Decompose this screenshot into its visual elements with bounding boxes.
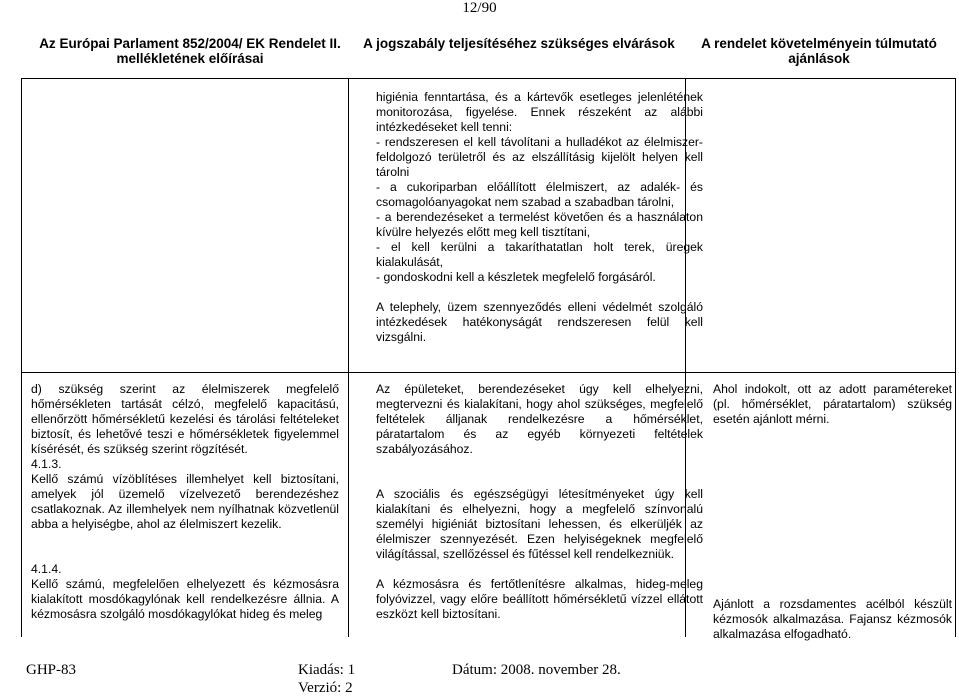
header-col-recommendations bbox=[680, 36, 958, 66]
page-footer bbox=[0, 660, 959, 697]
row2-middle-cell bbox=[376, 382, 703, 622]
page-number: 12/90 bbox=[462, 0, 497, 16]
row2-right-cell-414 bbox=[713, 597, 952, 642]
header-col1-line1: Az Európai Parlament 852/2004/ EK Rendelet II. bbox=[39, 36, 341, 51]
paragraph-413: A szociális és egészségügyi létesítményeket úgy kell kialakítani és elhelyezni, hogy a megfelelő színvonalú személyi higiéniát biztosítani lehessen, és elkerüljék az élelmiszer szennyezését. Ezen helyiségeknek megfelelő világítással, szellőzéssel és fűtéssel kell rendelkezniük. bbox=[376, 487, 703, 561]
footer-doc-id: GHP-83 bbox=[26, 662, 77, 678]
paragraph: - el kell kerülni a takaríthatatlan holt terek, üregek kialakulását, bbox=[376, 240, 703, 269]
row2-left-cell bbox=[31, 382, 339, 622]
header-col1-line2: mellékletének előírásai bbox=[116, 51, 264, 66]
paragraph: higiénia fenntartása, és a kártevők esetleges jelenlétének monitorozása, figyelése. Ennek részeként az alábbi intézkedéseket kell tenni: bbox=[376, 90, 703, 134]
paragraph: - a cukoriparban előállított élelmiszert, az adalék- és csomagolóanyagokat nem szabad a szabadban tárolni, bbox=[376, 180, 703, 209]
header-col3-line2: ajánlások bbox=[788, 51, 850, 66]
row-divider bbox=[21, 372, 956, 373]
header-col2-text: A jogszabály teljesítéséhez szükséges elvárások bbox=[363, 36, 675, 51]
requirements-table bbox=[21, 78, 956, 641]
paragraph: - rendszeresen el kell távolítani a hulladékot az élelmiszer-feldolgozó területről és az elszállításig kijelölt helyen kell tárolni bbox=[376, 135, 703, 179]
paragraph-413: Kellő számú vízöblítéses illemhelyet kell biztosítani, amelyek jól üzemelő vízelvezető berendezéshez csatlakoznak. Az illemhelyek nem nyílhatnak közvetlenül abba a helyiségbe, ahol az élelmiszert kezelik. bbox=[31, 472, 339, 531]
footer-date: Dátum: 2008. november 28. bbox=[452, 662, 621, 678]
table-header bbox=[22, 36, 958, 66]
paragraph-414: Ajánlott a rozsdamentes acélból készült kézmosók alkalmazása. Fajansz kézmosók alkalmazása elfogadható. bbox=[713, 597, 952, 641]
paragraph-414: Kellő számú, megfelelően elhelyezett és kézmosásra kialakított mosdókagylónak kell rendelkezésre állnia. A kézmosásra szolgáló mosdókagylókat hideg és meleg bbox=[31, 577, 339, 621]
section-number-413: 4.1.3. bbox=[31, 457, 62, 471]
header-col-requirements bbox=[358, 36, 680, 51]
section-number-414: 4.1.4. bbox=[31, 562, 62, 576]
header-col3-line1: A rendelet követelményein túlmutató bbox=[701, 36, 937, 51]
footer-version: Verzió: 2 bbox=[298, 680, 353, 696]
table-left-border bbox=[21, 78, 22, 637]
paragraph: - a berendezéseket a termelést követően és a használaton kívülre helyezés előtt meg kell tisztítani, bbox=[376, 210, 703, 239]
paragraph-d: Ahol indokolt, ott az adott paramétereket (pl. hőmérséklet, páratartalom) szükség esetén ajánlott mérni. bbox=[713, 382, 952, 426]
paragraph-d: Az épületeket, berendezéseket úgy kell elhelyezni, megtervezni és kialakítani, hogy ahol szükséges, megfelelő feltételek álljanak rendelkezésre a hőmérséklet, páratartalom és az egyéb környezeti feltételek szabályozásához. bbox=[376, 382, 703, 456]
table-right-border bbox=[955, 78, 956, 637]
footer-issue: Kiadás: 1 bbox=[298, 662, 356, 678]
paragraph: A telephely, üzem szennyeződés elleni védelmét szolgáló intézkedések hatékonyságát rendszeresen felül kell vizsgálni. bbox=[376, 300, 703, 344]
paragraph-d: d) szükség szerint az élelmiszerek megfelelő hőmérsékleten tartását célzó, megfelelő kapacitású, ellenőrzött hőmérsékletű kezelési és tárolási feltételeket biztosít, és lehetővé teszi e hőmérsékletek figyelemmel kísérését, és szükség szerint rögzítését. bbox=[31, 382, 339, 456]
header-col-regulation bbox=[22, 36, 358, 66]
table-top-border bbox=[21, 78, 956, 79]
row2-right-cell bbox=[713, 382, 952, 427]
paragraph: - gondoskodni kell a készletek megfelelő forgásáról. bbox=[376, 270, 656, 284]
column-divider-1 bbox=[348, 78, 349, 637]
row1-middle-cell bbox=[376, 90, 703, 345]
paragraph-414: A kézmosásra és fertőtlenítésre alkalmas, hideg-meleg folyóvizzel, vagy előre beállított hőmérsékletű vízzel ellátott eszközt kell biztosítani. bbox=[376, 577, 703, 621]
